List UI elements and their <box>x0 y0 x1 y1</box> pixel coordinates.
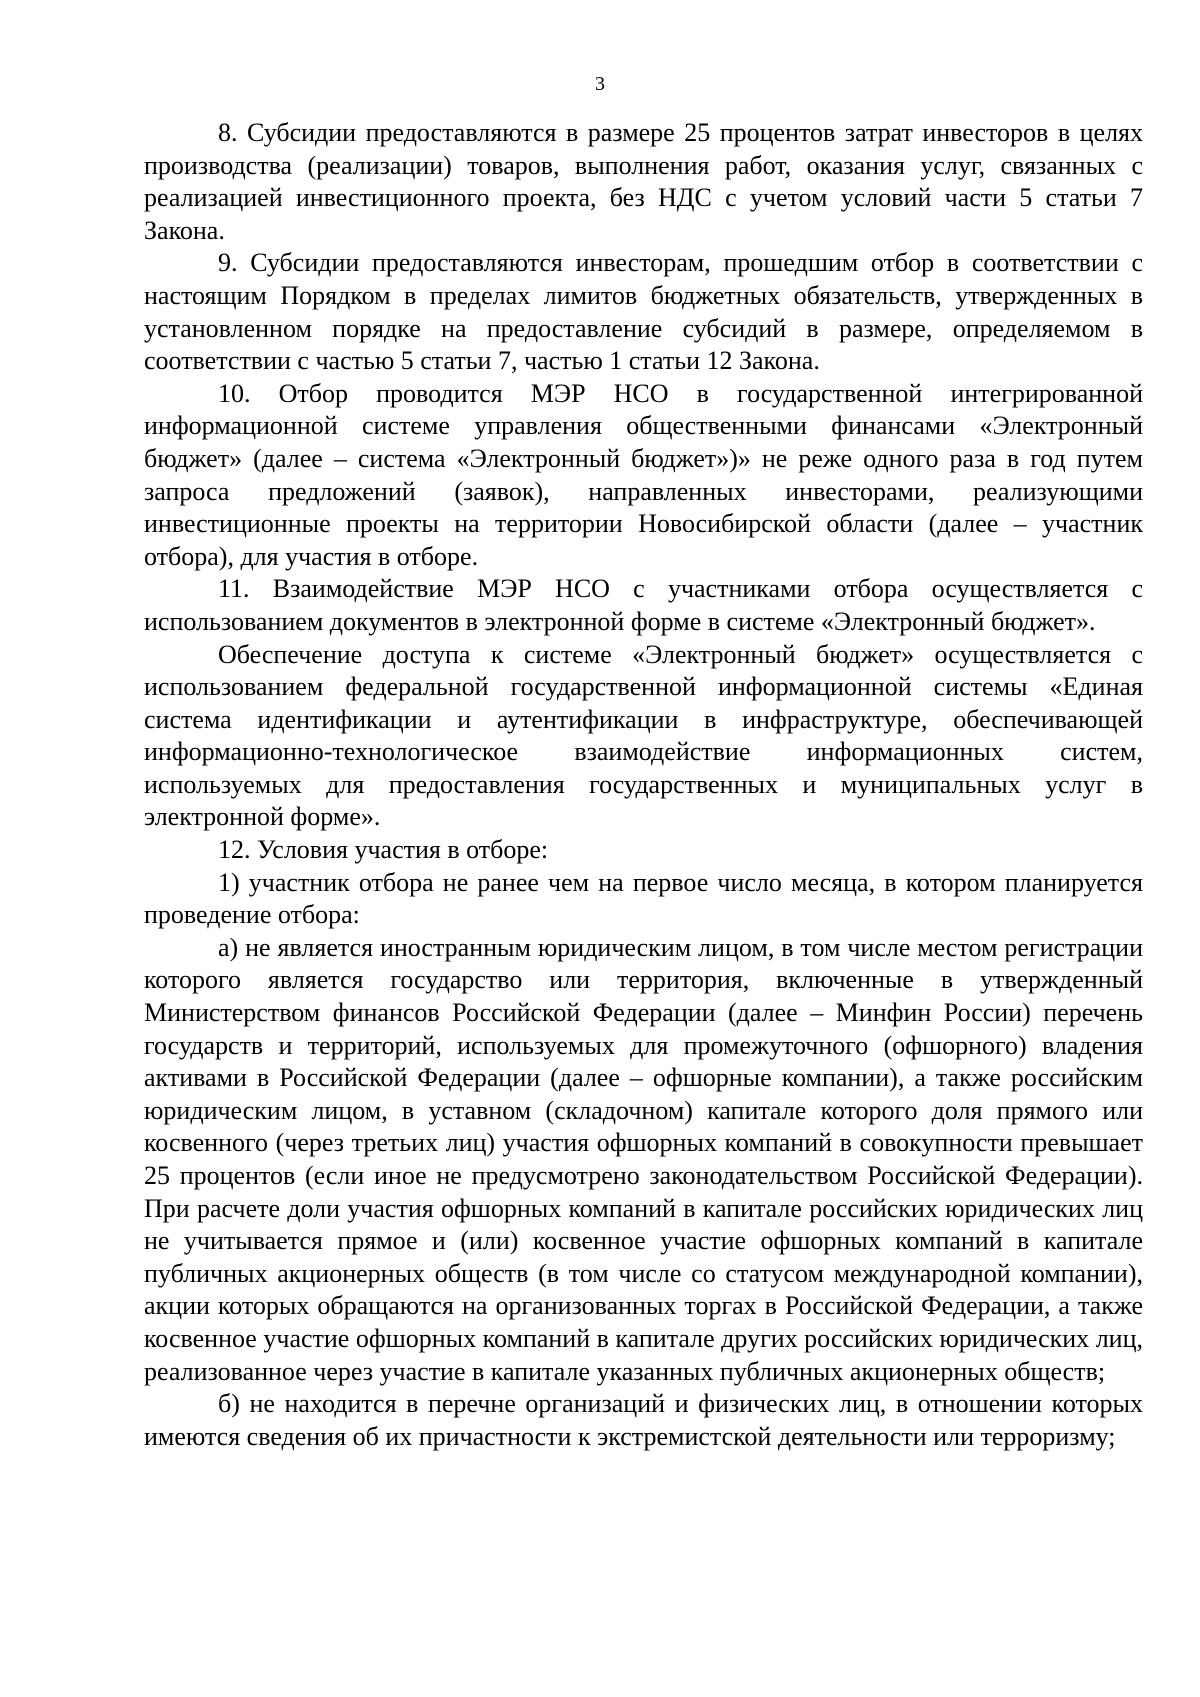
paragraph-12-participation-conditions: 12. Условия участия в отборе: <box>218 835 549 865</box>
page-number: 3 <box>595 73 605 95</box>
condition-1-a: а) не является иностранным юридическим лицом, в том числе местом регистрации которого является государство или территория, включенные в утвержденный Министерством финансов Российской Федерации (далее – Минфин России) перечень государств и территорий, используемых для промежуточного (офшорного) владения активами в Российской Федерации (далее – офшорные компании), а также российским юридическим лицом, в уставном (складочном) капитале которого доля прямого или косвенного (через третьих лиц) участия офшорных компаний в совокупности превышает 25 процентов (если иное не предусмотрено законодательством Российской Федерации). При расчете доли участия офшорных компаний в капитале российских юридических лиц не учитывается прямое и (или) косвенное участие офшорных компаний в капитале публичных акционерных обществ (в том числе со статусом международной компании), акции которых обращаются на организованных торгах в Российской Федерации, а также косвенное участие офшорных компаний в капитале других российских юридических лиц, реализованное через участие в капитале указанных публичных акционерных обществ; <box>144 932 1143 1386</box>
paragraph-system-access: Обеспечение доступа к системе «Электронный бюджет» осуществляется с использованием федеральной государственной информационной системы «Единая система идентификации и аутентификации в инфраструктуре, обеспечивающей информационно-технологическое взаимодействие информационных систем, используемых для предоставления государственных и муниципальных услуг в электронной форме». <box>144 639 1143 832</box>
paragraph-9-subsidy-recipients: 9. Субсидии предоставляются инвесторам, прошедшим отбор в соответствии с настоящим Порядком в пределах лимитов бюджетных обязательств, утвержденных в установленном порядке на предоставление субсидий в размере, определяемом в соответствии с частью 5 статьи 7, частью 1 статьи 12 Закона. <box>144 248 1143 376</box>
condition-1-b: б) не находится в перечне организаций и физических лиц, в отношении которых имеются сведения об их причастности к экстремистской деятельности или терроризму; <box>144 1389 1143 1451</box>
paragraph-10-selection-procedure: 10. Отбор проводится МЭР НСО в государственной интегрированной информационной системе управления общественными финансами «Электронный бюджет» (далее – система «Электронный бюджет»)» не реже одного раза в год путем запроса предложений (заявок), направленных инвесторами, реализующими инвестиционные проекты на территории Новосибирской области (далее – участник отбора), для участия в отборе. <box>144 378 1143 571</box>
condition-1: 1) участник отбора не ранее чем на первое число месяца, в котором планируется проведение отбора: <box>144 867 1143 930</box>
document-body <box>144 117 1143 1453</box>
paragraph-11-interaction: 11. Взаимодействие МЭР НСО с участниками отбора осуществляется с использованием документов в электронной форме в системе «Электронный бюджет». <box>144 574 1143 636</box>
paragraph-8-subsidy-amount: 8. Субсидии предоставляются в размере 25 процентов затрат инвесторов в целях производства (реализации) товаров, выполнения работ, оказания услуг, связанных с реализацией инвестиционного проекта, без НДС с учетом условий части 5 статьи 7 Закона. <box>144 118 1143 245</box>
